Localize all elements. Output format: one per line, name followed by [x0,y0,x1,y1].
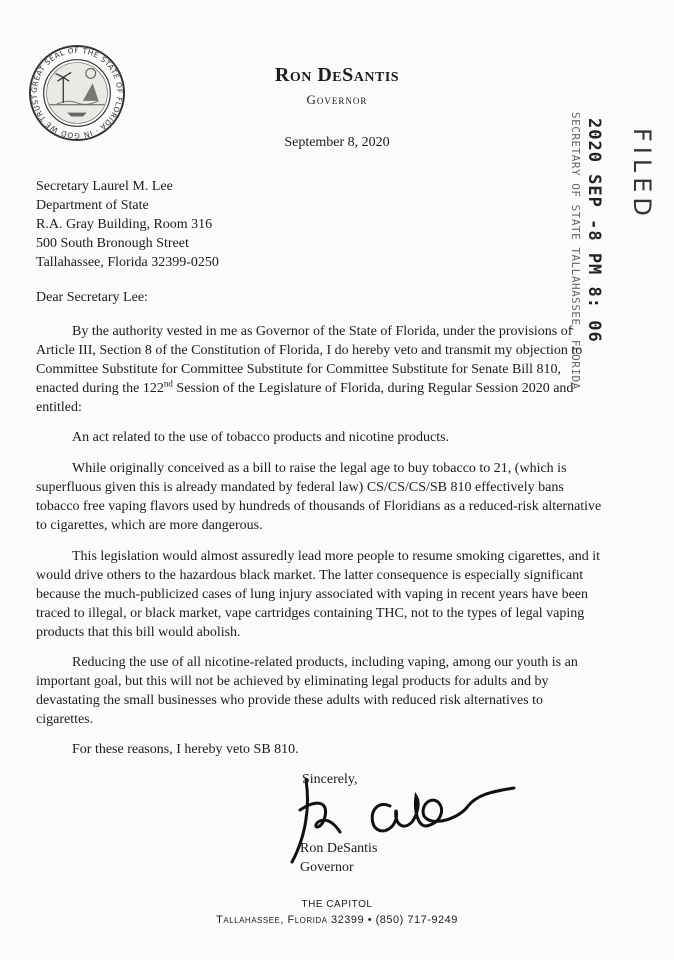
body-paragraph-bill-title: An act related to the use of tobacco products and nicotine products. [72,430,450,445]
signature-block [300,839,377,877]
letter-date: September 8, 2020 [284,135,390,150]
signer-name: Ron DeSantis [300,841,378,856]
address-line: Tallahassee, Florida 32399-0250 [36,255,219,270]
footer-address-phone: Tallahassee, Florida 32399 • (850) 717-9249 [216,914,458,926]
address-line: Secretary Laurel M. Lee [36,179,173,194]
address-line: Department of State [36,198,149,213]
footer-capitol: THE CAPITOL [301,899,373,910]
body-paragraph-authority: By the authority vested in me as Governor of the State of Florida, under the provisions of Article III, Section 8 of the Constitution of Florida, I do hereby veto and transmit my objection to Committee Substitute for Committee Substitute for Committee Substitute for Senate Bill 810, enacted during the 122nd Session of the Legislature of Florida, during Regular Session 2020 and entitled: [36,324,583,415]
governor-name-heading: Ron DeSantis [274,64,400,86]
filing-stamp-office: SECRETARY OF STATE TALLAHASSEE, FLORIDA [569,112,582,390]
body-paragraph-black-market: This legislation would almost assuredly lead more people to resume smoking cigarettes, and it would drive others to the hazardous black market. The latter consequence is especially significant because the much-publicized cases of lung injury associated with vaping in recent years have been traced to illegal, or black market, vape cartridges containing THC, not to the types of legal vaping products that this bill would abolish. [36,549,600,640]
closing: Sincerely, [302,772,358,787]
body-paragraph-veto: For these reasons, I hereby veto SB 810. [72,742,299,757]
recipient-address [36,177,219,272]
signer-title: Governor [300,860,354,875]
governor-title-heading: Governor [306,92,368,107]
address-line: 500 South Bronough Street [36,236,189,251]
body-paragraph-reasoning: While originally conceived as a bill to raise the legal age to buy tobacco to 21, (which is superfluous given this is already mandated by federal law) CS/CS/CS/SB 810 effectively bans tobacco free vaping flavors used by hundreds of thousands of Floridians as a reduced-risk alternative to cigarettes, which are more dangerous. [36,461,602,533]
salutation: Dear Secretary Lee: [36,290,148,305]
svg-text:GREAT SEAL OF THE STATE OF FLO: GREAT SEAL OF THE STATE OF FLORIDA · IN GOD WE TRUST [29,45,125,141]
body-paragraph-youth: Reducing the use of all nicotine-related products, including vaping, among our youth is an important goal, but this will not be achieved by eliminating legal products for adults and by devastating the small businesses who provide these adults with reduced risk alternatives to cigarettes. [36,655,578,727]
filed-stamp: FILED [628,128,656,221]
address-line: R.A. Gray Building, Room 316 [36,217,213,232]
filing-stamp-datetime: 2020 SEP -8 PM 8: 06 [584,118,604,343]
